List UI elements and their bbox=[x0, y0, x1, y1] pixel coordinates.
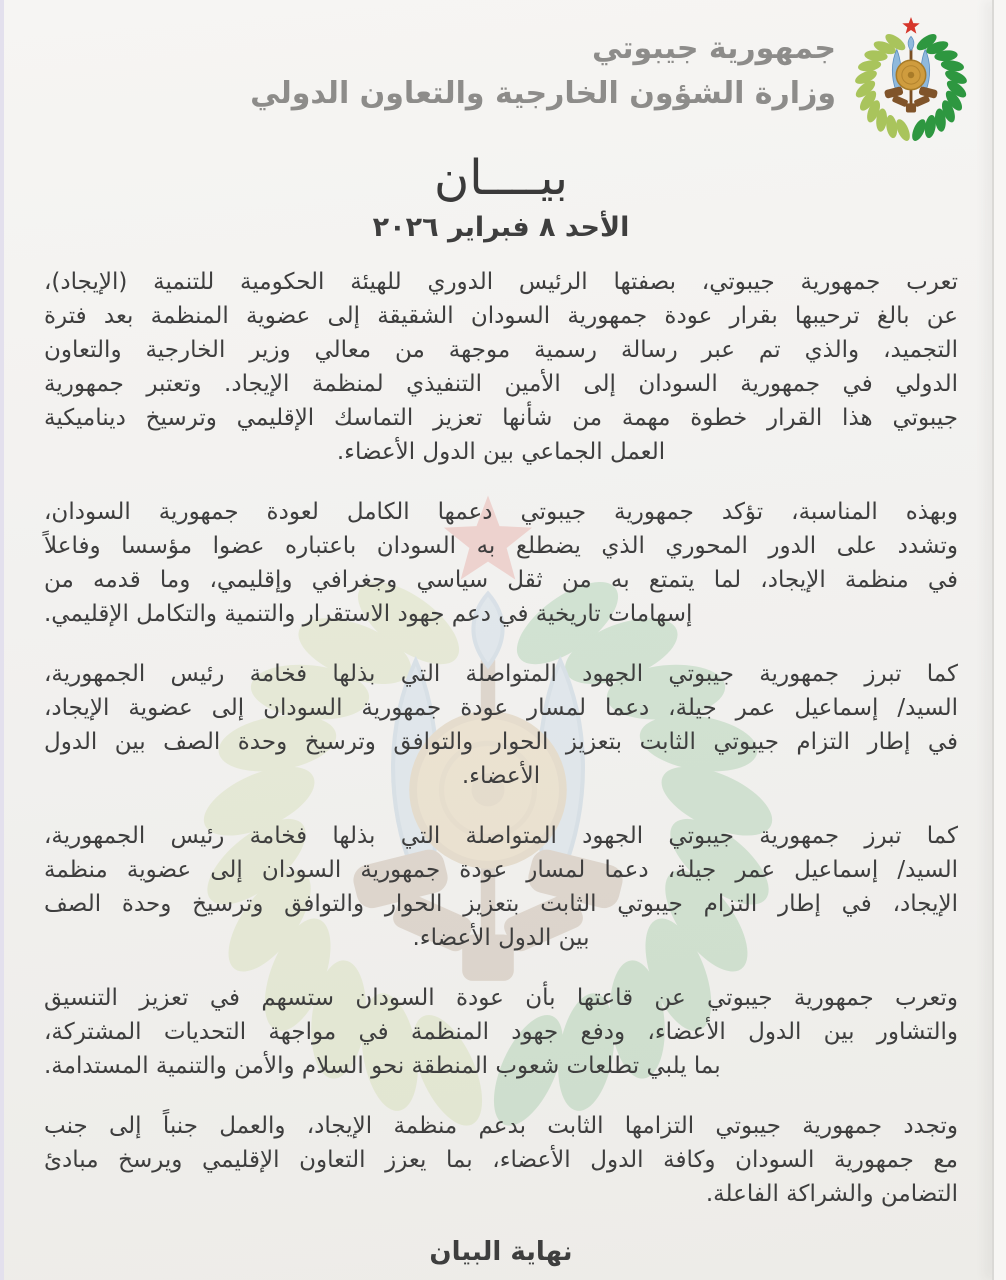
paragraph-2 bbox=[44, 495, 958, 631]
text-line: كما تبرز جمهورية جيبوتي الجهود المتواصلة التي بذلها فخامة رئيس الجمهورية، bbox=[44, 823, 958, 849]
statement-date: الأحد ٨ فبراير ٢٠٢٦ bbox=[372, 212, 630, 243]
text-line: العمل الجماعي بين الدول الأعضاء. bbox=[336, 439, 666, 465]
paragraphs bbox=[44, 265, 958, 1211]
text-line: وبهذه المناسبة، تؤكد جمهورية جيبوتي دعمها الكامل لعودة جمهورية السودان، bbox=[44, 499, 958, 525]
text-line: إسهامات تاريخية في دعم جهود الاستقرار والتنمية والتكامل الإقليمي. bbox=[44, 601, 693, 627]
paragraph-6 bbox=[44, 1109, 958, 1211]
text-line: وتعرب جمهورية جيبوتي عن قاعتها بأن عودة السودان ستسهم في تعزيز التنسيق bbox=[44, 985, 958, 1011]
statement-title: بيــــان bbox=[434, 150, 568, 206]
country-name: جمهورية جيبوتي bbox=[591, 31, 836, 66]
end-of-statement: نهاية البيان bbox=[429, 1237, 573, 1267]
text-line: في منظمة الإيجاد، لما يتمتع به من ثقل سياسي وجغرافي وإقليمي، وما قدمه من bbox=[44, 567, 958, 593]
text-line: تعرب جمهورية جيبوتي، بصفتها الرئيس الدوري للهيئة الحكومية للتنمية (الإيجاد)، bbox=[44, 269, 958, 295]
text-line: التضامن والشراكة الفاعلة. bbox=[705, 1181, 958, 1207]
paragraph-4 bbox=[44, 819, 958, 955]
letterhead-titles bbox=[250, 14, 836, 116]
text-line: كما تبرز جمهورية جيبوتي الجهود المتواصلة التي بذلها فخامة رئيس الجمهورية، bbox=[44, 661, 958, 687]
paragraph-3 bbox=[44, 657, 958, 793]
statement-body bbox=[0, 148, 1006, 1267]
text-line: الأعضاء. bbox=[461, 763, 541, 789]
text-line: السيد/ إسماعيل عمر جيلة، دعما لمسار عودة جمهورية السودان إلى عضوية منظمة bbox=[44, 857, 958, 883]
text-line: مع جمهورية السودان وكافة الدول الأعضاء، بما يعزز التعاون الإقليمي ويرسخ مبادئ bbox=[44, 1147, 958, 1173]
ministry-name: وزارة الشؤون الخارجية والتعاون الدولي bbox=[250, 76, 836, 111]
text-line: والتشاور بين الدول الأعضاء، ودفع جهود المنظمة في مواجهة التحديات المشتركة، bbox=[44, 1019, 958, 1045]
text-line: في إطار التزام جيبوتي الثابت بتعزيز الحوار والتوافق وترسيخ وحدة الصف بين الدول bbox=[44, 729, 958, 755]
djibouti-emblem-icon bbox=[850, 14, 972, 144]
text-line: وتشدد على الدور المحوري الذي يضطلع به السودان باعتباره عضوا مؤسسا وفاعلاً bbox=[44, 533, 958, 559]
text-line: السيد/ إسماعيل عمر جيلة، دعما لمسار عودة جمهورية السودان إلى عضوية الإيجاد، bbox=[44, 695, 958, 721]
paragraph-5 bbox=[44, 981, 958, 1083]
text-line: الإيجاد، في إطار التزام جيبوتي الثابت بتعزيز الحوار والتوافق وترسيخ وحدة الصف bbox=[44, 891, 958, 917]
text-line: عن بالغ ترحيبها بقرار عودة جمهورية السودان الشقيقة إلى عضوية المنظمة بعد فترة bbox=[44, 303, 958, 329]
text-line: التجميد، والذي تم عبر رسالة رسمية موجهة من معالي وزير الخارجية والتعاون bbox=[44, 337, 958, 363]
text-line: جيبوتي هذا القرار خطوة مهمة من شأنها تعزيز التماسك الإقليمي وترسيخ ديناميكية bbox=[44, 405, 958, 431]
text-line: الدولي في جمهورية السودان إلى الأمين التنفيذي لمنظمة الإيجاد. وتعتبر جمهورية bbox=[44, 371, 958, 397]
text-line: وتجدد جمهورية جيبوتي التزامها الثابت بدعم منظمة الإيجاد، والعمل جنباً إلى جنب bbox=[44, 1113, 958, 1139]
text-line: بين الدول الأعضاء. bbox=[412, 925, 590, 951]
paragraph-1 bbox=[44, 265, 958, 469]
text-line: بما يلبي تطلعات شعوب المنطقة نحو السلام والأمن والتنمية المستدامة. bbox=[44, 1053, 721, 1079]
letterhead bbox=[0, 0, 1006, 144]
